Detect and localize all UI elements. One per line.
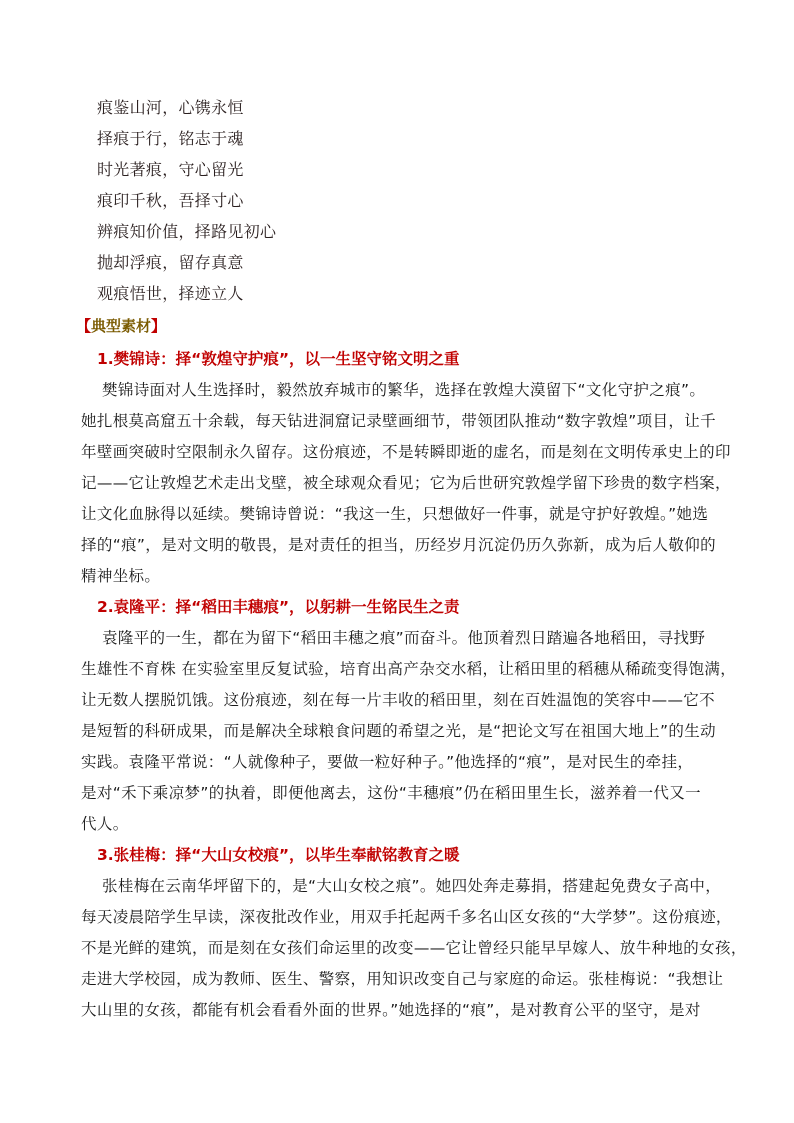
- case-body: [81, 871, 747, 1026]
- body-line: 张桂梅在云南华坪留下的，是“大山女校之痕”。她四处奔走募捐，搭建起免费女子高中，: [102, 877, 722, 895]
- case-body: [81, 623, 737, 840]
- body-line: 不是光鲜的建筑，而是刻在女孩们命运里的改变——它让曾经只能早早嫁人、放牛种地的女孩，: [81, 939, 747, 957]
- title-line: 时光著痕，守心留光: [97, 160, 244, 179]
- title-line: 痕鉴山河，心镌永恒: [97, 98, 244, 117]
- body-line: 她扎根莫高窟五十余载，每天钻进洞窟记录壁画细节，带领团队推动“数字敦煌”项目，让千: [81, 412, 716, 430]
- section-heading: [76, 313, 166, 339]
- case-fan-jinshi: [81, 344, 731, 592]
- title-line: 抛却浮痕，留存真意: [97, 253, 244, 272]
- title-list: [97, 92, 697, 309]
- body-line: 樊锦诗面对人生选择时，毅然放弃城市的繁华，选择在敦煌大漠留下“文化守护之痕”。: [102, 381, 706, 399]
- section-open-bracket: 【: [76, 317, 92, 335]
- body-line: 生雄性不育株 在实验室里反复试验，培育出高产杂交水稻，让稻田里的稻穗从稀疏变得饱满，: [81, 660, 737, 678]
- body-line: 精神坐标。: [81, 567, 161, 585]
- body-line: 让文化血脉得以延续。樊锦诗曾说：“我这一生，只想做好一件事，就是守护好敦煌。”她选: [81, 505, 709, 523]
- case-body: [81, 375, 731, 592]
- title-line: 择痕于行，铭志于魂: [97, 129, 244, 148]
- body-line: 年壁画突破时空限制永久留存。这份痕迹，不是转瞬即逝的虚名，而是刻在文明传承史上的印: [81, 443, 731, 461]
- case-list: [81, 344, 747, 1026]
- body-line: 择的“痕”，是对文明的敬畏，是对责任的担当，历经岁月沉淀仍历久弥新，成为后人敬仰的: [81, 536, 716, 554]
- case-title: 1.樊锦诗：择“敦煌守护痕”，以一生坚守铭文明之重: [97, 350, 460, 368]
- body-line: 代人。: [81, 815, 129, 833]
- body-line: 每天凌晨陪学生早读，深夜批改作业，用双手托起两千多名山区女孩的“大学梦”。这份痕迹，: [81, 908, 732, 926]
- body-line: 大山里的女孩，都能有机会看看外面的世界。”她选择的“痕”，是对教育公平的坚守，是对: [81, 1001, 701, 1019]
- case-zhang-guimei: [81, 840, 747, 1026]
- body-line: 是短暂的科研成果，而是解决全球粮食问题的希望之光，是“把论文写在祖国大地上”的生动: [81, 722, 716, 740]
- case-title: 2.袁隆平：择“稻田丰穗痕”，以躬耕一生铭民生之责: [97, 598, 460, 616]
- body-line: 走进大学校园，成为教师、医生、警察，用知识改变自己与家庭的命运。张桂梅说：“我想让: [81, 970, 724, 988]
- section-close-bracket: 】: [151, 317, 167, 335]
- section-label: 典型素材: [91, 317, 152, 335]
- title-line: 痕印千秋，吾择寸心: [97, 191, 244, 210]
- body-line: 袁隆平的一生，都在为留下“稻田丰穗之痕”而奋斗。他顶着烈日踏遍各地稻田，寻找野: [102, 629, 706, 647]
- title-line: 观痕悟世，择迹立人: [97, 284, 244, 303]
- case-title: 3.张桂梅：择“大山女校痕”，以毕生奉献铭教育之暖: [97, 846, 460, 864]
- body-line: 是对“禾下乘凉梦”的执着，即便他离去，这份“丰穗痕”仍在稻田里生长，滋养着一代又一: [81, 784, 701, 802]
- case-yuan-longping: [81, 592, 737, 840]
- title-line: 辨痕知价值，择路见初心: [97, 222, 277, 241]
- body-line: 记——它让敦煌艺术走出戈壁，被全球观众看见；它为后世研究敦煌学留下珍贵的数字档案，: [81, 474, 731, 492]
- body-line: 让无数人摆脱饥饿。这份痕迹，刻在每一片丰收的稻田里，刻在百姓温饱的笑容中——它不: [81, 691, 716, 709]
- body-line: 实践。袁隆平常说：“人就像种子，要做一粒好种子。”他选择的“痕”，是对民生的牵挂，: [81, 753, 694, 771]
